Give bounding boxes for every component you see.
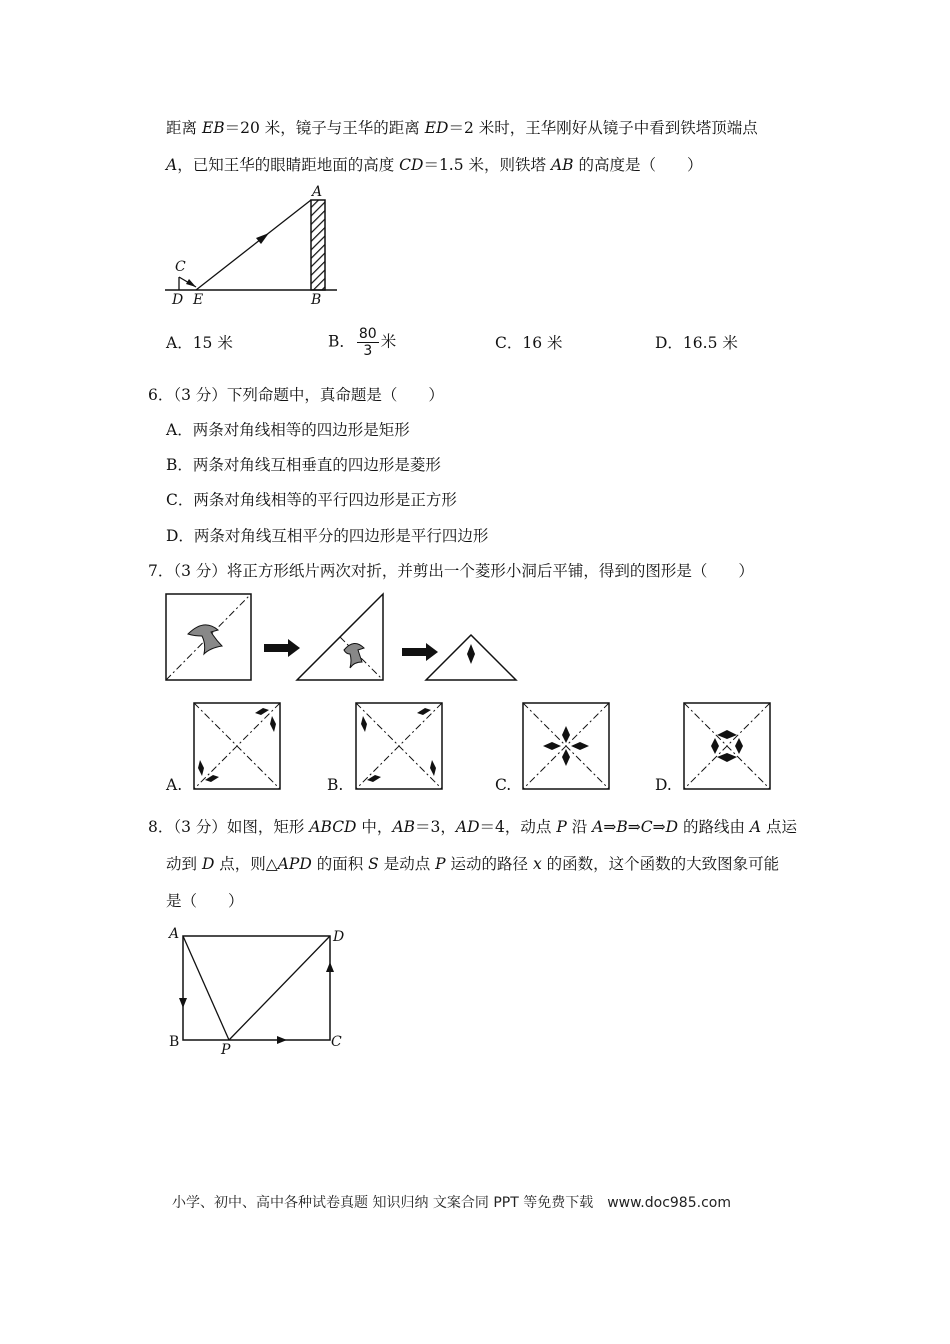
q5-ray-ce-arrow <box>186 279 196 287</box>
q5-label-a: A <box>312 184 323 200</box>
q6-option-b: B．两条对角线互相垂直的四边形是菱形 <box>166 456 441 474</box>
q5-option-a: A．15 米 <box>166 334 233 352</box>
q7-option-d-figure <box>683 702 773 792</box>
q7-option-b-label: B. <box>327 776 344 794</box>
q7-step1-fold-arrow-icon <box>188 625 222 654</box>
q8-stem-line3: 是（ ） <box>166 892 244 910</box>
q8-arrow-right-icon <box>277 1036 287 1044</box>
q7-option-c-label: C. <box>495 776 512 794</box>
q7-option-d-label: D. <box>655 776 672 794</box>
q8-label-b: B <box>169 1034 180 1050</box>
q7-option-a-figure <box>193 702 283 792</box>
q8-rectangle-figure <box>165 922 365 1062</box>
q5-option-d: D．16.5 米 <box>655 334 738 352</box>
q7-arrow-2-icon <box>402 643 438 661</box>
q7-folding-process-figure <box>164 592 524 684</box>
q8-segment-ap <box>183 936 229 1040</box>
q5-tower <box>311 200 325 290</box>
q8-stem-line2: 动到 D 点，则△APD 的面积 S 是动点 P 运动的路径 x 的函数，这个函数的大致图象可能 <box>166 855 780 873</box>
q6-stem: 6．（3 分）下列命题中，真命题是（ ） <box>148 386 444 404</box>
q6-option-c: C．两条对角线相等的平行四边形是正方形 <box>166 491 457 509</box>
q7-arrow-1-icon <box>264 639 300 657</box>
q5-option-b: B． $\frac{80}{3}$ 米 <box>328 326 397 359</box>
q8-label-a: A <box>169 926 180 942</box>
q7-option-c-figure <box>522 702 612 792</box>
q8-label-d: D <box>333 929 345 945</box>
q5-label-b: B <box>311 292 322 308</box>
q6-option-a: A．两条对角线相等的四边形是矩形 <box>166 421 410 439</box>
q7-step3-rhombus-hole <box>467 644 475 664</box>
q5-label-c: C <box>175 259 186 275</box>
q8-arrow-down-icon <box>179 998 187 1008</box>
q5-tower-mirror-figure <box>165 183 355 313</box>
q5-label-d: D <box>172 292 184 308</box>
q5-stem-line2: A，已知王华的眼睛距地面的高度 CD＝1.5 米，则铁塔 AB 的高度是（ ） <box>166 156 703 174</box>
q5-stem-line1: 距离 EB＝20 米，镜子与王华的距离 ED＝2 米时，王华刚好从镜子中看到铁塔顶端点 <box>166 119 758 137</box>
q5-ray-ea <box>196 200 311 290</box>
page-footer: 小学、初中、高中各种试卷真题 知识归纳 文案合同 PPT 等免费下载 www.doc985.com <box>172 1195 731 1211</box>
q8-label-p: P <box>221 1042 231 1058</box>
q8-arrow-up-icon <box>326 962 334 972</box>
q5-ray-ea-arrow <box>256 233 269 244</box>
q8-stem-line1: 8．（3 分）如图，矩形 ABCD 中，AB＝3，AD＝4，动点 P 沿 A⇒B⇒C⇒D 的路线由 A 点运 <box>148 818 798 836</box>
q5-option-c: C．16 米 <box>495 334 563 352</box>
q7-option-b-figure <box>355 702 445 792</box>
q8-label-c: C <box>331 1034 342 1050</box>
q7-stem: 7．（3 分）将正方形纸片两次对折，并剪出一个菱形小洞后平铺，得到的图形是（ ） <box>148 562 754 580</box>
q5-option-b-fraction: $\frac{80}{3}$ <box>358 326 377 359</box>
q5-label-e: E <box>193 292 204 308</box>
q7-option-a-label: A. <box>166 776 183 794</box>
q8-rectangle-abcd <box>183 936 330 1040</box>
q6-option-d: D．两条对角线互相平分的四边形是平行四边形 <box>166 527 489 545</box>
q8-segment-pd <box>229 936 330 1040</box>
q7-step2-fold-arrow-icon <box>344 643 364 668</box>
